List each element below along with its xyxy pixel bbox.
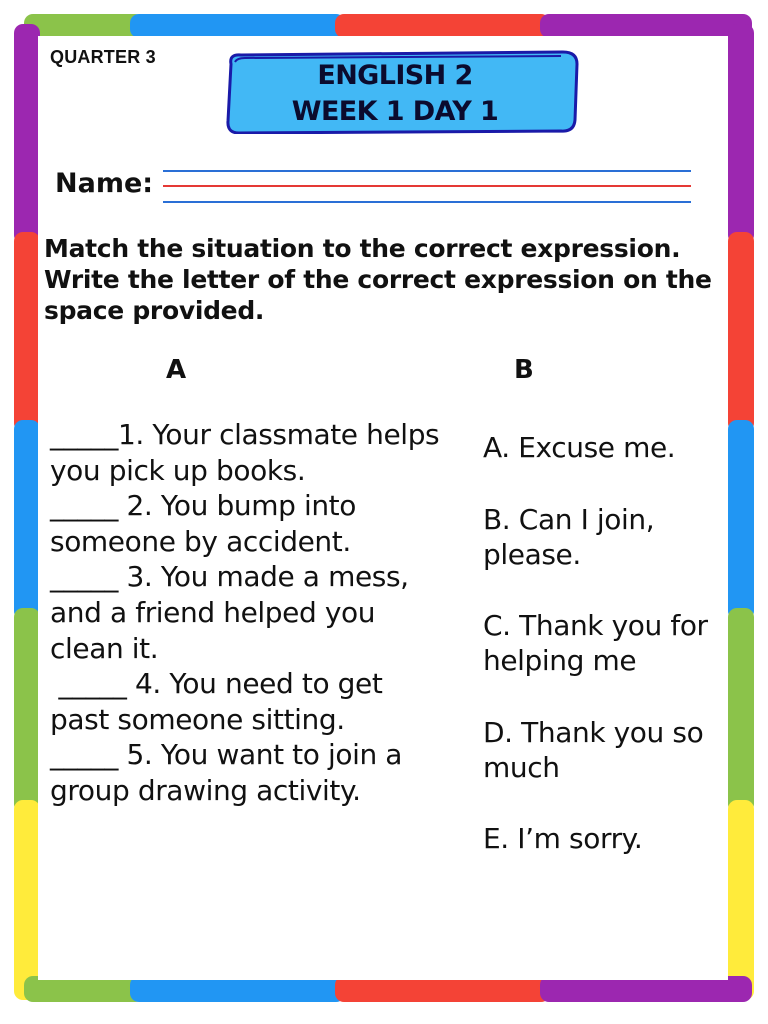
expression-item-a: A. Excuse me. bbox=[483, 431, 676, 464]
border-top-purple bbox=[540, 14, 752, 38]
instructions: Match the situation to the correct expression. Write the letter of the correct expression on the space provided. bbox=[44, 234, 712, 325]
name-label: Name: bbox=[55, 168, 154, 199]
border-top-red bbox=[335, 14, 550, 38]
title-line-2: WEEK 1 DAY 1 bbox=[291, 96, 499, 127]
title-text bbox=[225, 58, 565, 130]
situation-item-5: _____ 5. You want to join a group drawing activity. bbox=[50, 738, 403, 807]
quarter-label: QUARTER 3 bbox=[50, 47, 156, 67]
border-top-green bbox=[24, 14, 144, 38]
title-line-1: ENGLISH 2 bbox=[317, 60, 473, 91]
column-a-list bbox=[50, 417, 440, 809]
expression-item-c: C. Thank you for helping me bbox=[483, 609, 708, 677]
border-left-blue bbox=[14, 420, 40, 620]
name-writing-lines[interactable] bbox=[163, 170, 691, 204]
name-line-middle bbox=[163, 185, 691, 187]
border-left-yellow bbox=[14, 800, 40, 1000]
border-left-green bbox=[14, 608, 40, 813]
situation-item-1: _____1. Your classmate helps you pick up books. bbox=[50, 418, 440, 487]
expression-item-b: B. Can I join, please. bbox=[483, 503, 655, 571]
situation-item-2: _____ 2. You bump into someone by accident. bbox=[50, 489, 356, 558]
expression-item-d: D. Thank you so much bbox=[483, 716, 704, 784]
border-right-purple bbox=[728, 24, 754, 244]
situation-item-3: _____ 3. You made a mess, and a friend helped you clean it. bbox=[50, 560, 409, 665]
border-left-red bbox=[14, 232, 40, 432]
column-b-header: B bbox=[514, 355, 534, 385]
name-line-top bbox=[163, 170, 691, 172]
expression-item-e: E. I’m sorry. bbox=[483, 822, 643, 855]
border-top-blue bbox=[130, 14, 345, 38]
column-a-header: A bbox=[166, 355, 187, 385]
situation-item-4: _____ 4. You need to get past someone sitting. bbox=[50, 667, 391, 736]
name-line-bottom bbox=[163, 201, 691, 203]
border-left-purple bbox=[14, 24, 40, 244]
title-banner bbox=[225, 50, 580, 134]
